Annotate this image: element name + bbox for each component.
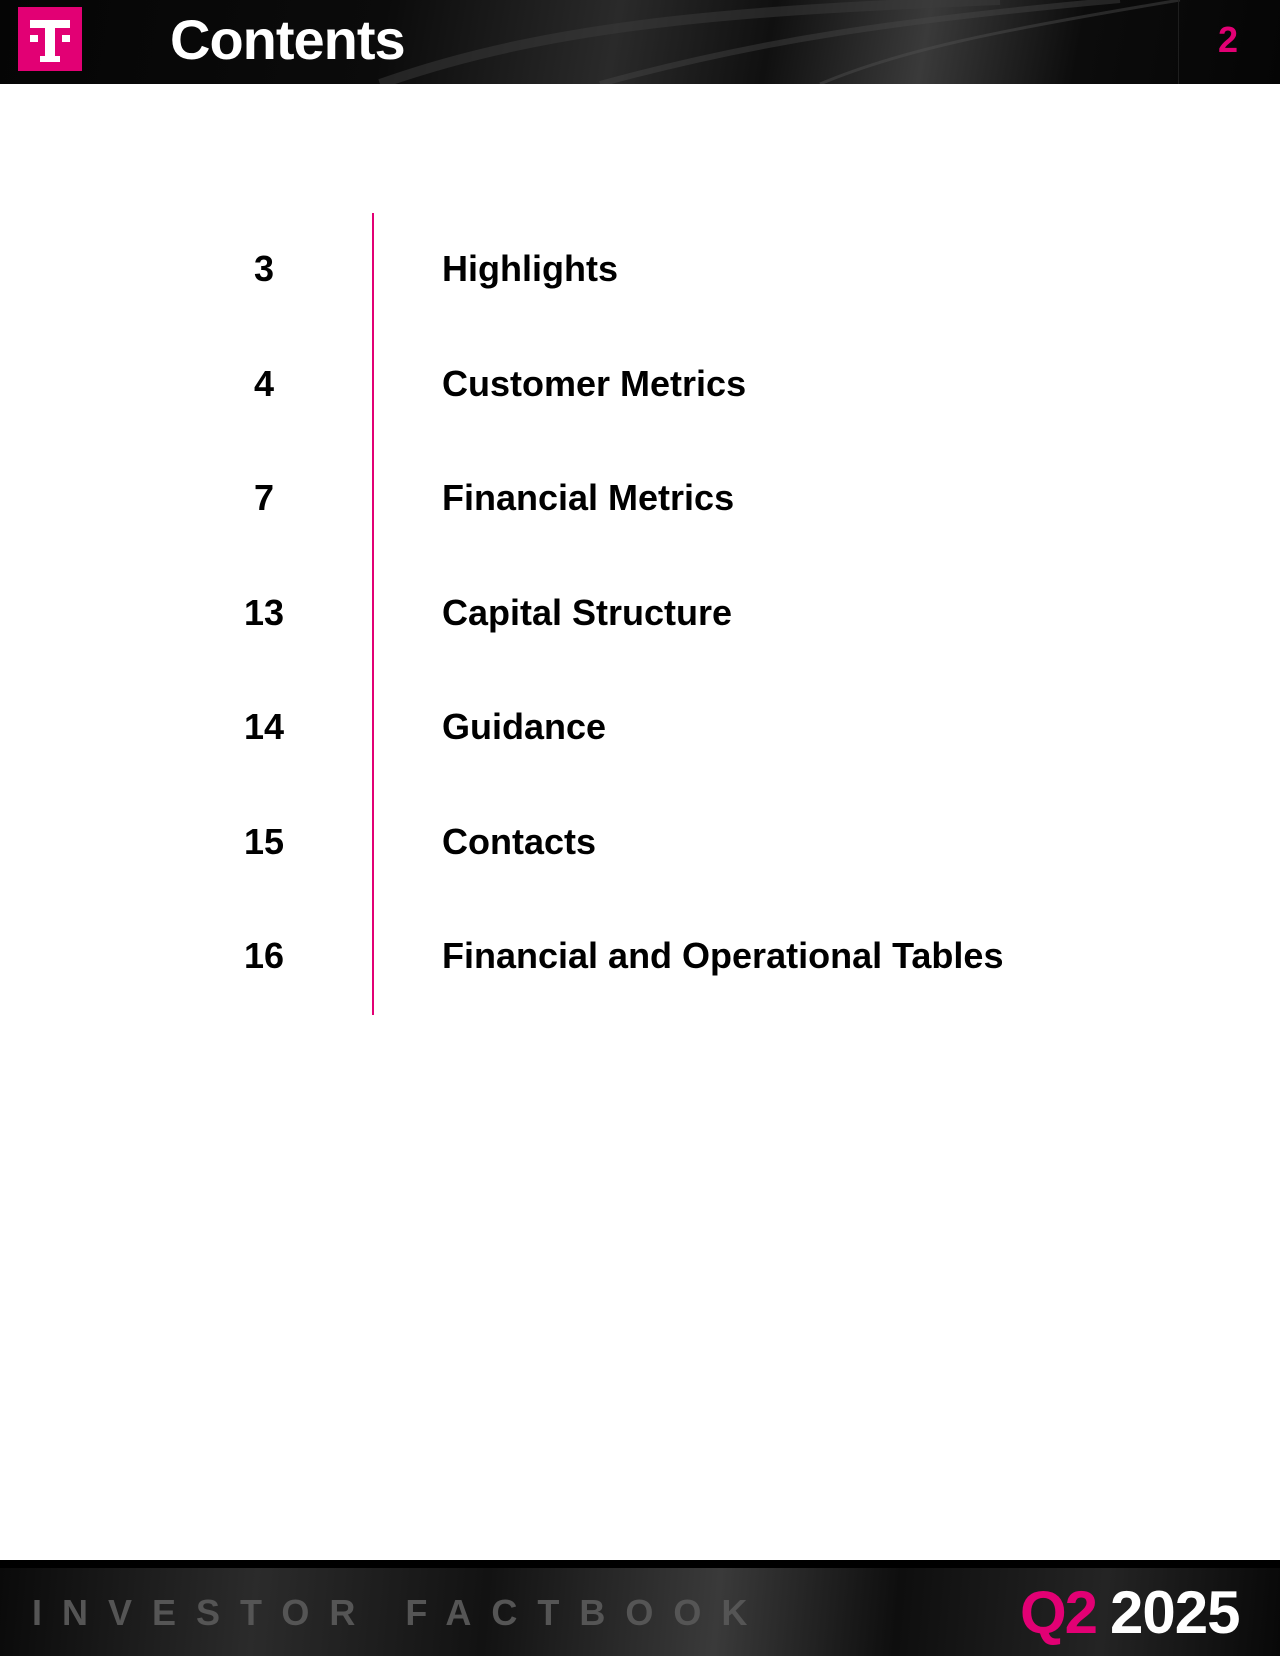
page-title: Contents: [170, 8, 405, 71]
toc-label[interactable]: Guidance: [442, 706, 607, 747]
footer-quarter: Q2: [1020, 1579, 1097, 1646]
toc-row-contacts[interactable]: [0, 812, 1280, 872]
header-bar: [0, 0, 1280, 84]
toc-label[interactable]: Customer Metrics: [442, 363, 747, 404]
t-logo-icon: [18, 7, 82, 71]
footer-bar: [0, 1560, 1280, 1656]
toc-row-customer-metrics[interactable]: [0, 354, 1280, 414]
toc-row-financial-metrics[interactable]: [0, 468, 1280, 528]
brand-logo: [18, 7, 82, 71]
toc-page-number: 7: [253, 477, 275, 518]
toc-page-number: 14: [243, 706, 285, 747]
toc-page-number: 16: [243, 935, 285, 976]
toc-label[interactable]: Highlights: [442, 248, 618, 289]
toc-row-guidance[interactable]: [0, 697, 1280, 757]
toc-label[interactable]: Contacts: [442, 821, 597, 862]
toc-label[interactable]: Financial Metrics: [442, 477, 735, 518]
toc-page-number: 3: [253, 248, 275, 289]
toc-row-capital-structure[interactable]: [0, 583, 1280, 643]
toc-label[interactable]: Capital Structure: [442, 592, 733, 633]
toc-row-financial-operational-tables[interactable]: [0, 926, 1280, 986]
toc-label[interactable]: Financial and Operational Tables: [442, 935, 1004, 976]
toc-page-number: 15: [243, 821, 285, 862]
footer-label: INVESTOR FACTBOOK: [32, 1592, 768, 1633]
footer-year: 2025: [1110, 1579, 1240, 1646]
toc-page-number: 4: [253, 363, 275, 404]
toc-row-highlights[interactable]: [0, 239, 1280, 299]
toc-page-number: 13: [243, 592, 285, 633]
page-number: 2: [1217, 19, 1239, 60]
